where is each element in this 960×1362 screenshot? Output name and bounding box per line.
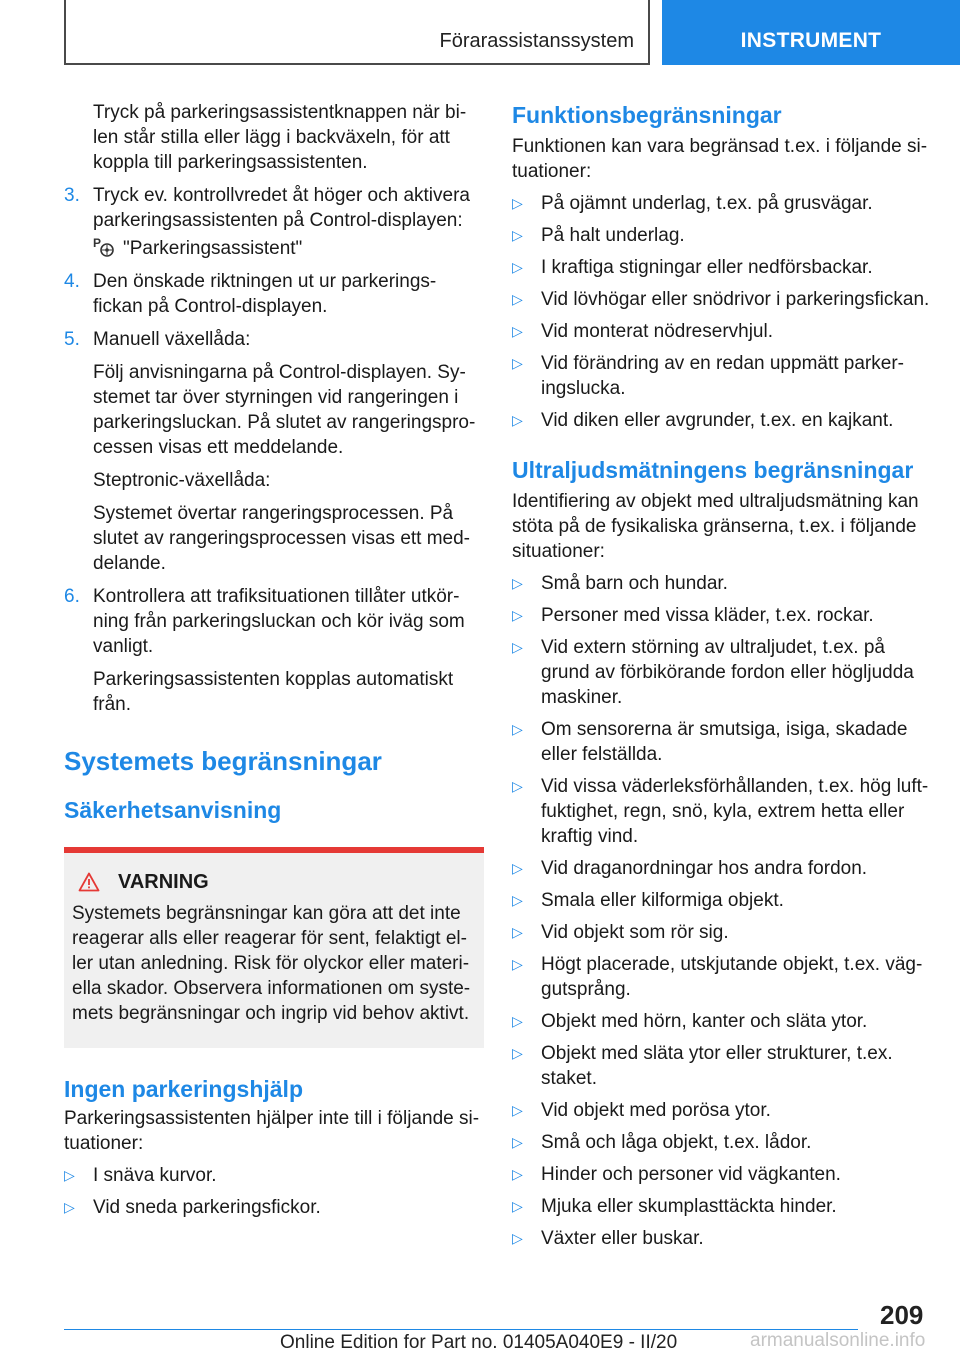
- step-sub-text: Systemet övertar rangeringsprocessen. På slutet av rangeringsprocessen visas ett med-delande.: [93, 503, 471, 574]
- list-item-text: Personer med vissa kläder, t.ex. rockar.: [541, 605, 874, 626]
- warning-header: [72, 869, 476, 895]
- triangle-right-icon: ▷: [512, 924, 523, 940]
- list-item-text: Växter eller buskar.: [541, 1228, 704, 1249]
- list-item-text: Vid objekt med porösa ytor.: [541, 1100, 771, 1121]
- triangle-right-icon: ▷: [512, 1134, 523, 1150]
- list-item-text: Vid diken eller avgrunder, t.ex. en kajkant.: [541, 410, 894, 431]
- step-number: 4.: [64, 271, 80, 292]
- list-item: [512, 351, 932, 401]
- list-item: [64, 1195, 484, 1220]
- step-sub-text: Följ anvisningarna på Control-displayen. Sy-stemet tar över styrningen vid rangeringen i parkeringsluckan. På slutet av rangeringspro-cessen visas ett meddelande.: [93, 362, 476, 458]
- func-list: [512, 191, 932, 433]
- step-extra: [93, 235, 484, 261]
- list-item-text: Objekt med släta ytor eller strukturer, t.ex. staket.: [541, 1043, 893, 1089]
- triangle-right-icon: ▷: [512, 355, 523, 371]
- heading-ultrasound-limits: Ultraljudsmätningens begränsningar: [512, 457, 914, 483]
- triangle-right-icon: ▷: [512, 227, 523, 243]
- page-number: 209: [880, 1300, 924, 1330]
- left-column: [64, 100, 484, 1220]
- step-extra-label: "Parkeringsassistent": [123, 238, 303, 259]
- list-item-text: Vid lövhögar eller snödrivor i parkeringsfickan.: [541, 289, 930, 310]
- footer-edition: Online Edition for Part no. 01405A040E9 - II/20: [280, 1332, 678, 1353]
- list-item: [64, 1163, 484, 1188]
- heading-function-limits: Funktionsbegränsningar: [512, 102, 782, 128]
- step-6: [64, 584, 484, 717]
- ultra-intro: Identifiering av objekt med ultraljudsmätning kan stöta på de fysikaliska gränserna, t.ex. i följande situationer:: [512, 491, 919, 562]
- triangle-right-icon: ▷: [512, 956, 523, 972]
- header-chapter-tab[interactable]: [662, 0, 960, 65]
- step-number: 5.: [64, 329, 80, 350]
- triangle-right-icon: ▷: [512, 1166, 523, 1182]
- list-item: [512, 1041, 932, 1091]
- list-item: [512, 1162, 932, 1187]
- step-text: Manuell växellåda:: [93, 329, 251, 350]
- list-item: [512, 571, 932, 596]
- list-item: [512, 408, 932, 433]
- list-item-text: Hinder och personer vid vägkanten.: [541, 1164, 841, 1185]
- parking-assistant-icon: [93, 235, 115, 257]
- step-5: [64, 327, 484, 576]
- step-text: Kontrollera att trafiksituationen tillåter utkör-ning från parkeringsluckan och kör iväg som vanligt.: [93, 586, 465, 657]
- list-item: [512, 717, 932, 767]
- list-item-text: Mjuka eller skumplasttäckta hinder.: [541, 1196, 837, 1217]
- list-item-text: Smala eller kilformiga objekt.: [541, 890, 784, 911]
- step-sub-text: Parkeringsassistenten kopplas automatiskt från.: [93, 669, 454, 715]
- no-help-intro: Parkeringsassistenten hjälper inte till i följande si-tuationer:: [64, 1108, 480, 1154]
- triangle-right-icon: ▷: [512, 323, 523, 339]
- svg-text:P: P: [93, 236, 102, 250]
- list-item: [512, 191, 932, 216]
- list-item-text: Vid extern störning av ultraljudet, t.ex. på grund av förbikörande fordon eller högljudda maskiner.: [541, 637, 914, 708]
- heading-no-parking-help: Ingen parkeringshjälp: [64, 1076, 303, 1102]
- list-item-text: I snäva kurvor.: [93, 1165, 217, 1186]
- list-item: [512, 774, 932, 849]
- list-item-text: Objekt med hörn, kanter och släta ytor.: [541, 1011, 868, 1032]
- triangle-right-icon: ▷: [512, 1102, 523, 1118]
- list-item-text: Om sensorerna är smutsiga, isiga, skadade eller felställda.: [541, 719, 908, 765]
- triangle-right-icon: ▷: [64, 1167, 75, 1183]
- list-item: [512, 287, 932, 312]
- header-section-label: Förarassistanssystem: [439, 30, 634, 52]
- list-item: [512, 920, 932, 945]
- list-item: [512, 255, 932, 280]
- step-number: 6.: [64, 586, 80, 607]
- triangle-right-icon: ▷: [512, 1230, 523, 1246]
- triangle-right-icon: ▷: [512, 1013, 523, 1029]
- footer-watermark: armanualsonline.info: [750, 1330, 926, 1351]
- ultra-list: [512, 571, 932, 1251]
- list-item: [512, 1098, 932, 1123]
- list-item-text: Högt placerade, utskjutande objekt, t.ex. väg-gutsprång.: [541, 954, 923, 1000]
- list-item-text: I kraftiga stigningar eller nedförsbackar.: [541, 257, 873, 278]
- list-item: [512, 952, 932, 1002]
- footer-divider: [64, 1329, 858, 1330]
- list-item-text: Små barn och hundar.: [541, 573, 728, 594]
- step-4: [64, 269, 484, 319]
- list-item: [512, 603, 932, 628]
- triangle-right-icon: ▷: [512, 607, 523, 623]
- func-intro: Funktionen kan vara begränsad t.ex. i följande si-tuationer:: [512, 136, 928, 182]
- triangle-right-icon: ▷: [512, 1198, 523, 1214]
- list-item: [512, 319, 932, 344]
- list-item: [512, 888, 932, 913]
- header-section-box: [64, 0, 650, 65]
- triangle-right-icon: ▷: [512, 195, 523, 211]
- list-item-text: Vid objekt som rör sig.: [541, 922, 729, 943]
- list-item-text: Vid vissa väderleksförhållanden, t.ex. hög luft-fuktighet, regn, snö, kyla, extrem hetta eller kraftig vind.: [541, 776, 929, 847]
- intro-paragraph: Tryck på parkeringsassistentknappen när bi-len står stilla eller lägg i backväxeln, för att koppla till parkeringsassistenten.: [93, 102, 467, 173]
- list-item-text: På ojämnt underlag, t.ex. på grusvägar.: [541, 193, 873, 214]
- list-item-text: Vid monterat nödreservhjul.: [541, 321, 773, 342]
- list-item: [512, 1130, 932, 1155]
- triangle-right-icon: ▷: [512, 259, 523, 275]
- warning-triangle-icon: [78, 872, 100, 892]
- triangle-right-icon: ▷: [512, 575, 523, 591]
- heading-system-limits: Systemets begränsningar: [64, 746, 382, 776]
- list-item-text: På halt underlag.: [541, 225, 685, 246]
- step-sub-text: Steptronic-växellåda:: [93, 470, 271, 491]
- list-item: [512, 223, 932, 248]
- step-number: 3.: [64, 185, 80, 206]
- triangle-right-icon: ▷: [512, 778, 523, 794]
- triangle-right-icon: ▷: [512, 412, 523, 428]
- list-item-text: Vid sneda parkeringsfickor.: [93, 1197, 321, 1218]
- step-text: Den önskade riktningen ut ur parkerings-fickan på Control-displayen.: [93, 271, 437, 317]
- triangle-right-icon: ▷: [512, 721, 523, 737]
- triangle-right-icon: ▷: [512, 291, 523, 307]
- list-item-text: Små och låga objekt, t.ex. lådor.: [541, 1132, 812, 1153]
- list-item-text: Vid förändring av en redan uppmätt parker-ingslucka.: [541, 353, 904, 399]
- triangle-right-icon: ▷: [512, 892, 523, 908]
- triangle-right-icon: ▷: [512, 1045, 523, 1061]
- triangle-right-icon: ▷: [64, 1199, 75, 1215]
- triangle-right-icon: ▷: [512, 860, 523, 876]
- heading-safety: Säkerhetsanvisning: [64, 797, 282, 823]
- list-item-text: Vid draganordningar hos andra fordon.: [541, 858, 868, 879]
- list-item: [512, 856, 932, 881]
- step-3: [64, 183, 484, 261]
- warning-title: VARNING: [118, 871, 209, 893]
- header-chapter-label: INSTRUMENT: [740, 29, 882, 52]
- warning-box: [64, 847, 484, 1048]
- list-item: [512, 1226, 932, 1251]
- step-text: Tryck ev. kontrollvredet åt höger och aktivera parkeringsassistenten på Control-displayen:: [93, 185, 470, 231]
- list-item: [512, 1194, 932, 1219]
- list-item: [512, 635, 932, 710]
- triangle-right-icon: ▷: [512, 639, 523, 655]
- warning-text: Systemets begränsningar kan göra att det inte reagerar alls eller reagerar för sent, felaktigt el-ler utan anledning. Risk för olyckor eller materi-ella skador. Observera informationen om syste-mets begränsningar och ingrip vid behov aktivt.: [72, 903, 471, 1024]
- list-item: [512, 1009, 932, 1034]
- right-column: [512, 100, 932, 1251]
